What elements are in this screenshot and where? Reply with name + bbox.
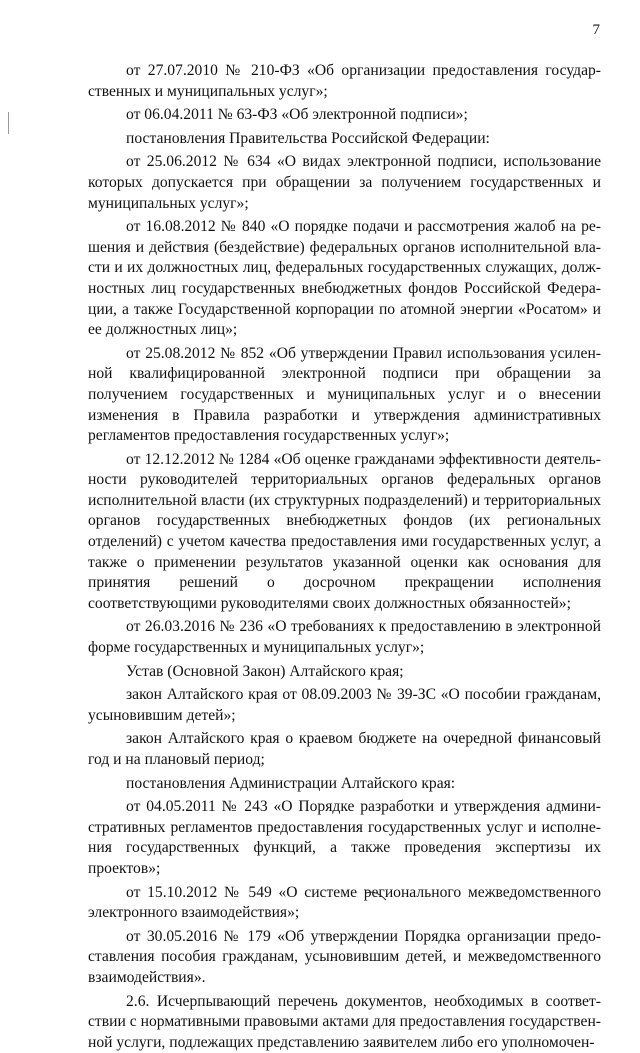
paragraph-resolution-840: от 16.08.2012 № 840 «О порядке подачи и рассмотрения жалоб на решения и действия (бездействие) федеральных органов исполнительной власти и их должностных лиц, федеральных государственных служащих, должностных лиц государственных внебюджетных фондов Российской Федерации, а также Государственной корпорации по атомной энергии «Росатом» и ее должностных лиц»; <box>88 218 601 339</box>
paragraph-altai-resolution-549: от 15.10.2012 № 549 «О системе регионального межведомственного электронного взаимодействия»; <box>88 883 601 922</box>
paragraph-section-2-6: 2.6. Исчерпывающий перечень документов, необходимых в соответствии с нормативными правовыми актами для предоставления государственной услуги, подлежащих представлению заявителем либо его уполномочен- <box>88 992 601 1051</box>
paragraph-resolution-852: от 25.08.2012 № 852 «Об утверждении Правил использования усиленной квалифицированной электронной подписи при обращении за получением государственных и муниципальных услуг и о внесении изменения в Правила разработки и утверждения административных регламентов предоставления государственных услуг»; <box>88 344 601 445</box>
paragraph-altai-resolution-179: от 30.05.2016 № 179 «Об утверждении Порядка организации предоставления пособия гражданам, усыновившим детей, и межведомственного взаимодействия». <box>88 927 601 986</box>
paragraph-altai-law-39-zs: закон Алтайского края от 08.09.2003 № 39-ЗС «О пособии гражданам, усыновившим детей»; <box>88 686 601 724</box>
paragraph-law-63-fz: от 06.04.2011 № 63-ФЗ «Об электронной подписи»; <box>126 106 468 124</box>
paragraph-resolution-634: от 25.06.2012 № 634 «О видах электронной подписи, использование которых допускается при обращении за получением государственных и муниципальных услуг»; <box>88 153 601 212</box>
paragraph-government-resolutions-heading: постановления Правительства Российской Федерации: <box>126 129 490 147</box>
paragraph-altai-charter: Устав (Основной Закон) Алтайского края; <box>126 662 404 680</box>
paragraph-altai-budget-law: закон Алтайского края о краевом бюджете на очередной финансовый год и на плановый период; <box>88 730 601 768</box>
paragraph-law-210-fz: от 27.07.2010 № 210-ФЗ «Об организации предоставления государственных и муниципальных услуг»; <box>88 62 601 100</box>
paragraph-resolution-236: от 26.03.2016 № 236 «О требованиях к предоставлению в электронной форме государственных и муниципальных услуг»; <box>88 618 601 657</box>
paragraph-resolution-1284: от 12.12.2012 № 1284 «Об оценке гражданами эффективности деятельности руководителей территориальных органов федеральных органов исполнительной власти (их структурных подразделений) и территориальных органов государственных внебюджетных фондов (их региональных отделений) с учетом качества предоставления ими государственных услуг, а также о применении результатов указанной оценки как основания для принятия решений о досрочном прекращении исполнения соответствующими руководителями своих должностных обязанностей»; <box>88 450 601 612</box>
scan-mark-icon <box>364 890 388 902</box>
scan-margin-mark <box>8 112 9 134</box>
document-body <box>88 61 601 1053</box>
paragraph-altai-resolution-243: от 04.05.2011 № 243 «О Порядке разработки и утверждения административных регламентов предоставления государственных услуг и исполнения государственных функций, а также проведения экспертизы их проектов»; <box>88 798 601 877</box>
paragraph-altai-administration-heading: постановления Администрации Алтайского края: <box>126 774 456 792</box>
page-number: 7 <box>592 22 600 38</box>
